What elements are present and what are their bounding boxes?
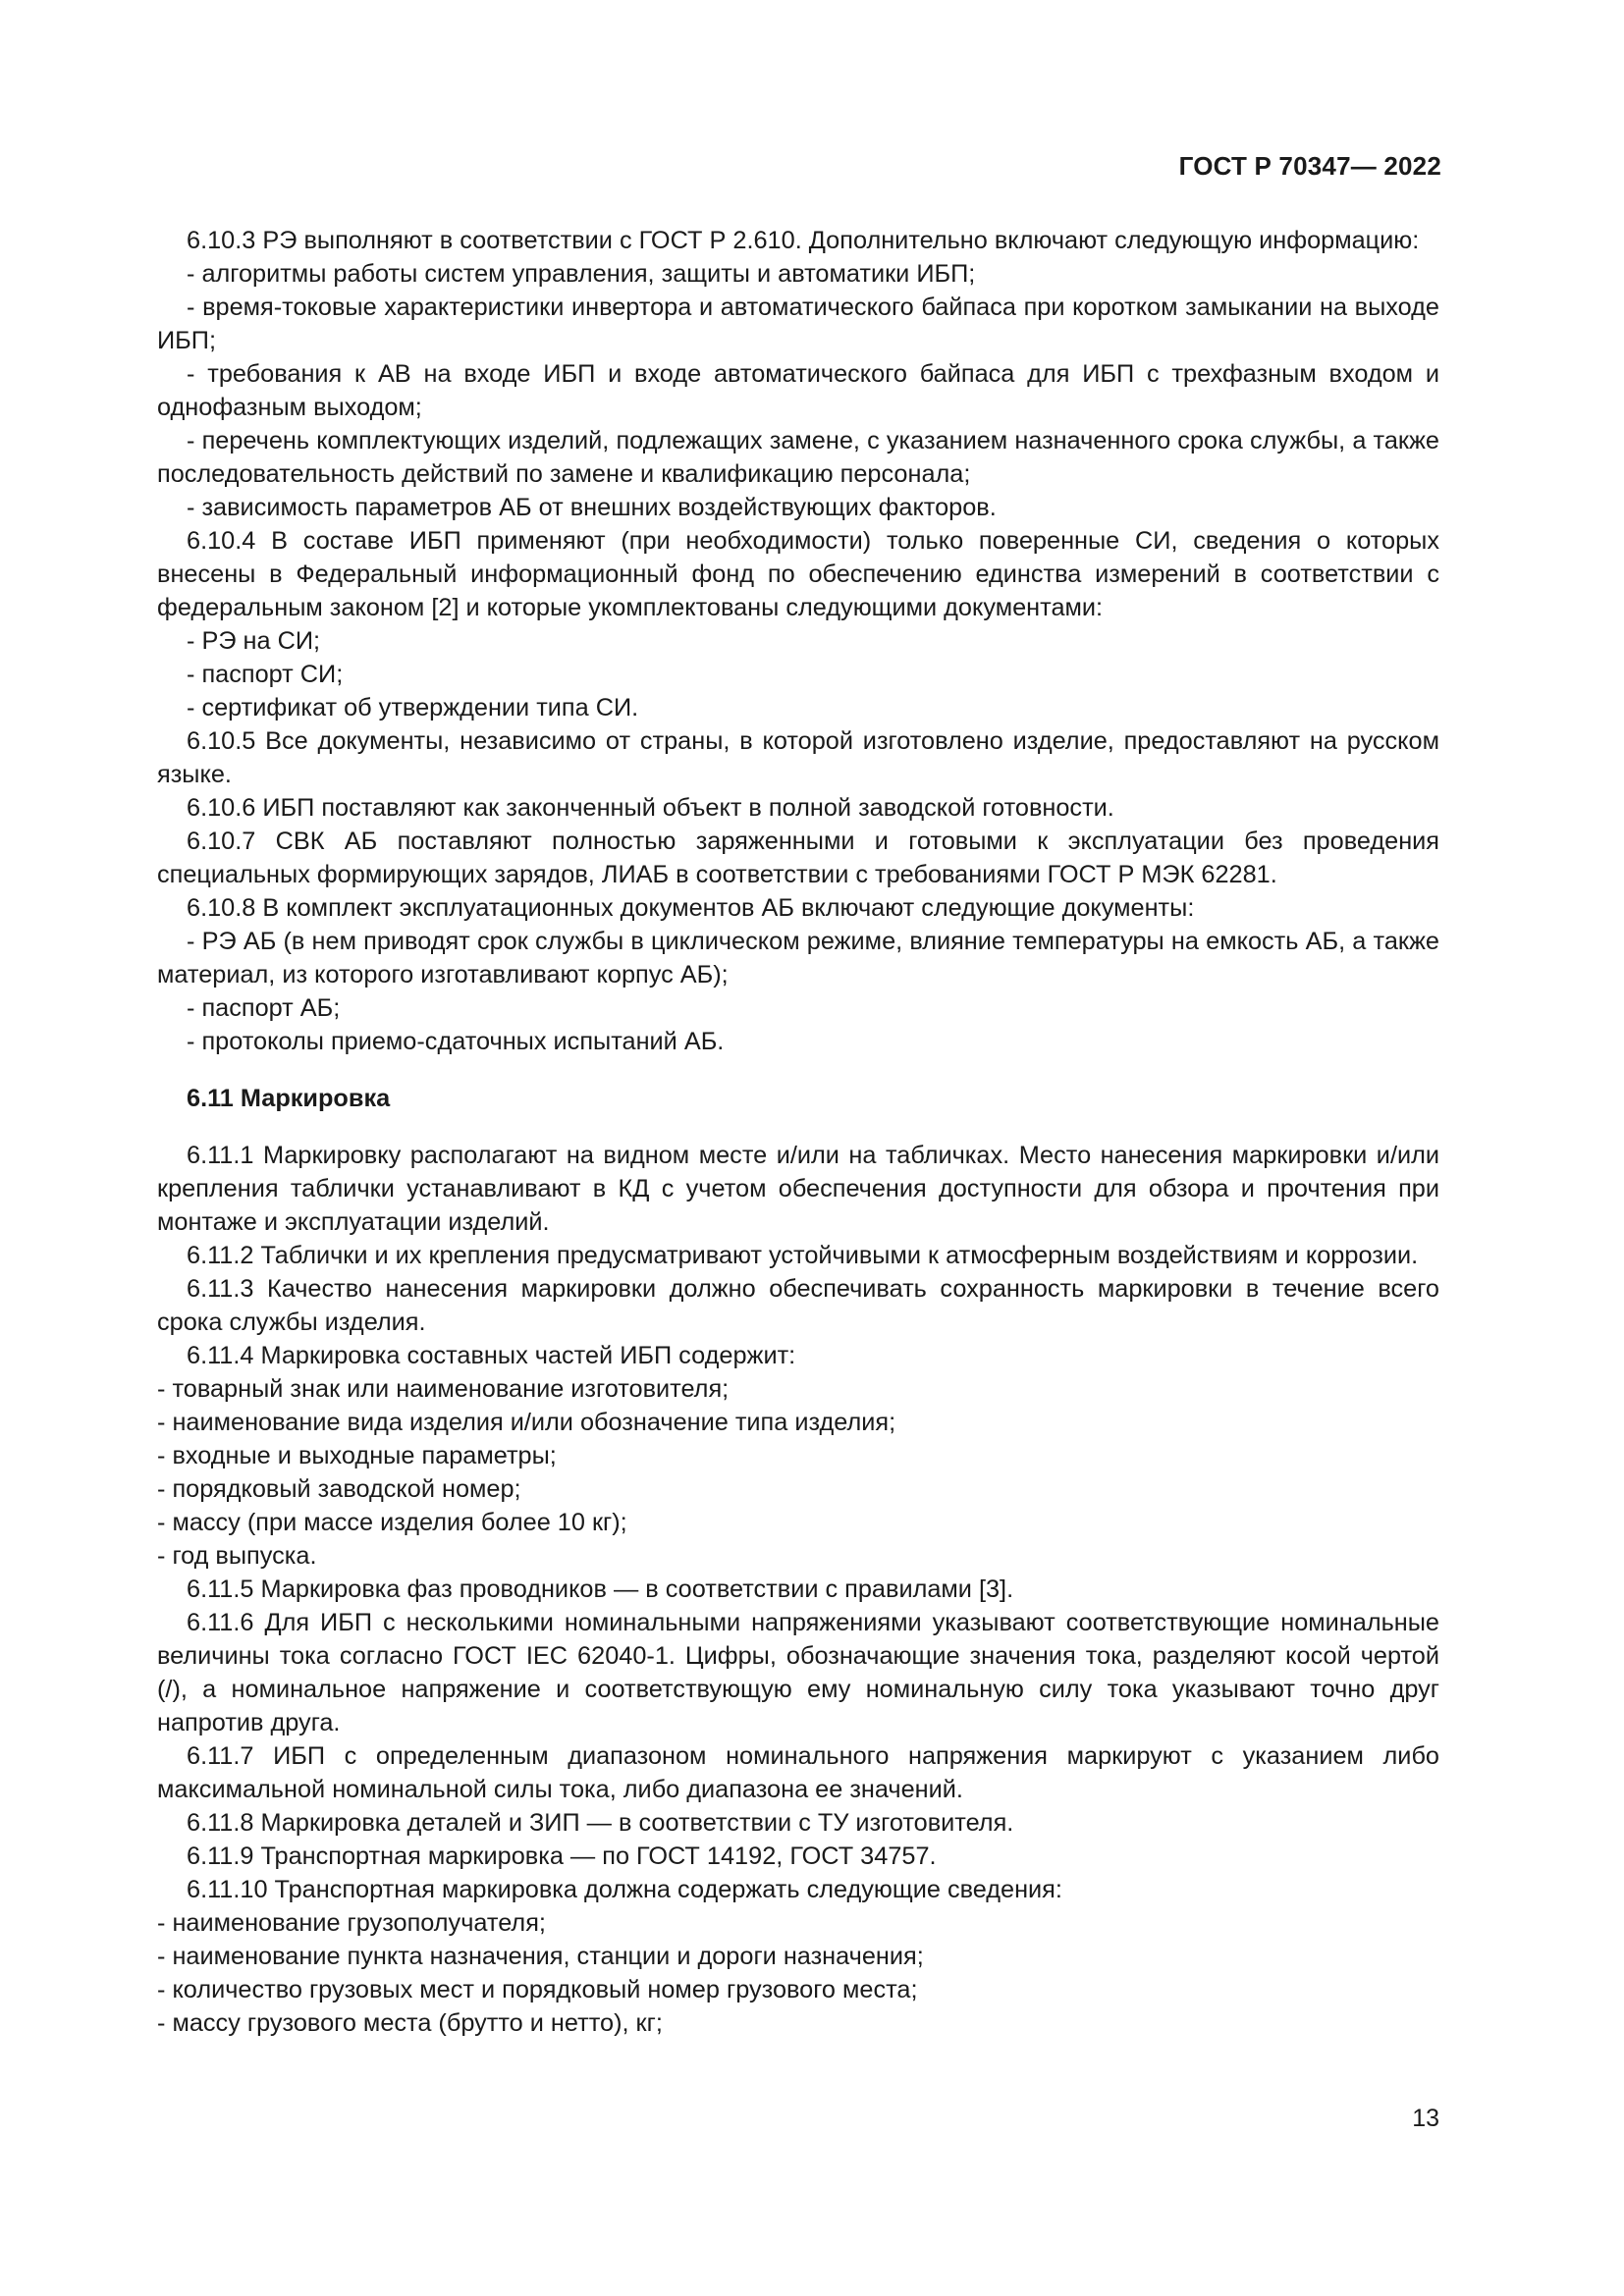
paragraph: 6.10.5 Все документы, независимо от страны, в которой изготовлено изделие, предоставляют на русском языке. (157, 727, 1439, 788)
list-item: - количество грузовых мест и порядковый номер грузового места; (157, 1976, 918, 2003)
paragraph: 6.10.8 В комплект эксплуатационных документов АБ включают следующие документы: (187, 894, 1195, 922)
list-item: - протоколы приемо-сдаточных испытаний АБ. (187, 1028, 725, 1055)
list-item: - зависимость параметров АБ от внешних воздействующих факторов. (187, 494, 997, 521)
paragraph: 6.10.7 СВК АБ поставляют полностью заряженными и готовыми к эксплуатации без проведения специальных формирующих зарядов, ЛИАБ в соответствии с требованиями ГОСТ Р МЭК 62281. (157, 828, 1439, 888)
paragraph: 6.11.2 Таблички и их крепления предусматривают устойчивыми к атмосферным воздействиям и коррозии. (187, 1242, 1419, 1269)
list-item: - наименование вида изделия и/или обозначение типа изделия; (157, 1409, 896, 1436)
list-item: - требования к АВ на входе ИБП и входе автоматического байпаса для ИБП с трехфазным входом и однофазным выходом; (157, 360, 1439, 421)
page-number: 13 (1412, 2105, 1439, 2132)
paragraph: 6.11.10 Транспортная маркировка должна содержать следующие сведения: (187, 1876, 1062, 1903)
page-body (157, 224, 1439, 2040)
paragraph: 6.11.9 Транспортная маркировка — по ГОСТ 14192, ГОСТ 34757. (187, 1842, 937, 1870)
list-item: - РЭ АБ (в нем приводят срок службы в циклическом режиме, влияние температуры на емкость АБ, а также материал, из которого изготавливают корпус АБ); (157, 928, 1439, 988)
list-item: - товарный знак или наименование изготовителя; (157, 1375, 730, 1403)
paragraph: 6.11.4 Маркировка составных частей ИБП содержит: (187, 1342, 796, 1369)
paragraph: 6.11.6 Для ИБП с несколькими номинальными напряжениями указывают соответствующие номинальные величины тока согласно ГОСТ IEC 62040-1. Цифры, обозначающие значения тока, разделяют косой чертой (/), а номинальное напряжение и соответствующую ему номинальную силу тока указывают точно друг напротив друга. (157, 1609, 1439, 1736)
paragraph: 6.10.3 РЭ выполняют в соответствии с ГОСТ Р 2.610. Дополнительно включают следующую информацию: (187, 227, 1420, 254)
paragraph: 6.10.4 В составе ИБП применяют (при необходимости) только поверенные СИ, сведения о которых внесены в Федеральный информационный фонд по обеспечению единства измерений в соответствии с федеральным законом [2] и которые укомплектованы следующими документами: (157, 527, 1439, 621)
paragraph: 6.11.3 Качество нанесения маркировки должно обеспечивать сохранность маркировки в течение всего срока службы изделия. (157, 1275, 1439, 1336)
list-item: - время-токовые характеристики инвертора и автоматического байпаса при коротком замыкании на выходе ИБП; (157, 294, 1439, 354)
list-item: - массу (при массе изделия более 10 кг); (157, 1509, 627, 1536)
document-code-header: ГОСТ Р 70347— 2022 (1178, 151, 1441, 181)
paragraph: 6.11.7 ИБП с определенным диапазоном номинального напряжения маркируют с указанием либо максимальной номинальной силы тока, либо диапазона ее значений. (157, 1742, 1439, 1803)
list-item: - входные и выходные параметры; (157, 1442, 557, 1469)
list-item: - алгоритмы работы систем управления, защиты и автоматики ИБП; (187, 260, 976, 288)
list-item: - наименование пункта назначения, станции и дороги назначения; (157, 1943, 924, 1970)
section-heading: 6.11 Маркировка (187, 1085, 391, 1112)
list-item: - РЭ на СИ; (187, 627, 321, 655)
paragraph: 6.10.6 ИБП поставляют как законченный объект в полной заводской готовности. (187, 794, 1114, 822)
paragraph: 6.11.8 Маркировка деталей и ЗИП — в соответствии с ТУ изготовителя. (187, 1809, 1014, 1837)
paragraph: 6.11.1 Маркировку располагают на видном месте и/или на табличках. Место нанесения маркировки и/или крепления таблички устанавливают в КД с учетом обеспечения доступности для обзора и прочтения при монтаже и эксплуатации изделий. (157, 1142, 1439, 1236)
list-item: - перечень комплектующих изделий, подлежащих замене, с указанием назначенного срока службы, а также последовательность действий по замене и квалификацию персонала; (157, 427, 1439, 488)
list-item: - порядковый заводской номер; (157, 1475, 521, 1503)
list-item: - массу грузового места (брутто и нетто), кг; (157, 2009, 663, 2037)
list-item: - наименование грузополучателя; (157, 1909, 546, 1937)
list-item: - сертификат об утверждении типа СИ. (187, 694, 639, 721)
list-item: - паспорт СИ; (187, 661, 344, 688)
list-item: - год выпуска. (157, 1542, 317, 1570)
list-item: - паспорт АБ; (187, 994, 341, 1022)
paragraph: 6.11.5 Маркировка фаз проводников — в соответствии с правилами [3]. (187, 1575, 1014, 1603)
